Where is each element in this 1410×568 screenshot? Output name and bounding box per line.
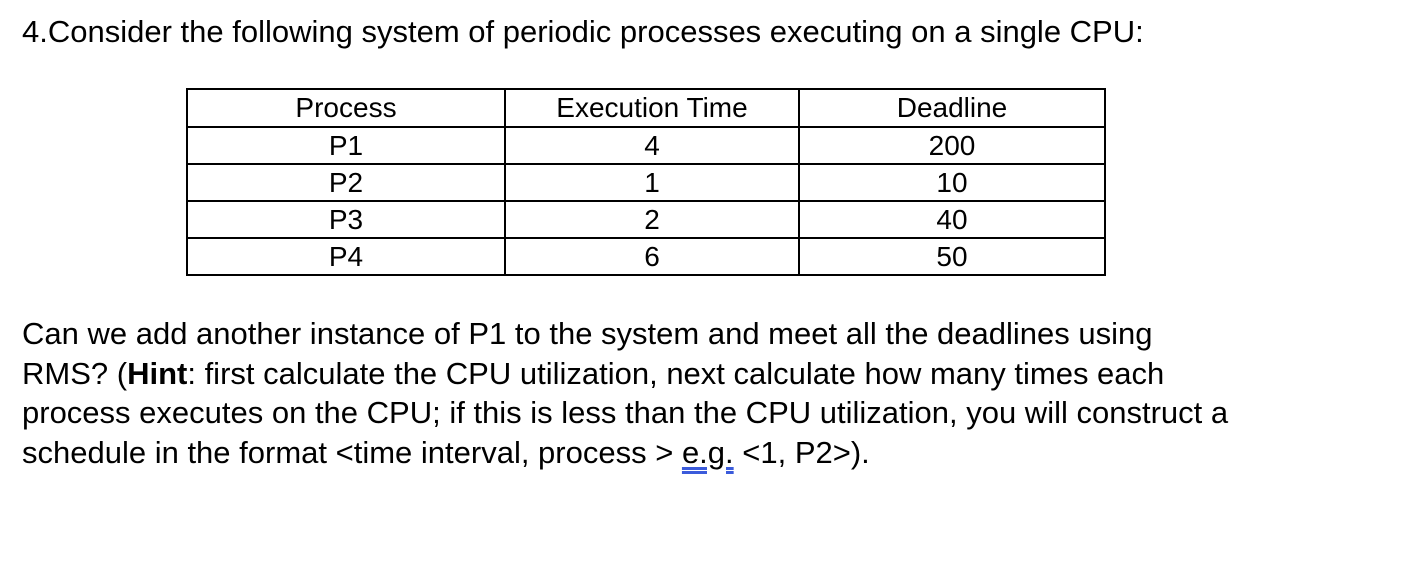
question-body xyxy=(22,314,1402,472)
table-header-row xyxy=(187,89,1105,127)
body-text: RMS? ( xyxy=(22,355,128,391)
header-execution-time: Execution Time xyxy=(505,89,799,127)
body-line xyxy=(22,354,1402,394)
body-text: <1, P2>). xyxy=(733,434,870,470)
cell-execution-time: 1 xyxy=(505,164,799,201)
cell-process: P4 xyxy=(187,238,505,275)
cell-deadline: 200 xyxy=(799,127,1105,164)
table-row xyxy=(187,127,1105,164)
eg-text: e.g. xyxy=(681,434,734,470)
cell-deadline: 40 xyxy=(799,201,1105,238)
body-line xyxy=(22,433,1402,473)
cell-process: P2 xyxy=(187,164,505,201)
cell-execution-time: 2 xyxy=(505,201,799,238)
table-row xyxy=(187,164,1105,201)
body-text: schedule in the format <time interval, process > xyxy=(22,434,682,470)
cell-process: P1 xyxy=(187,127,505,164)
body-line xyxy=(22,393,1402,433)
hint-label: Hint xyxy=(127,355,188,391)
body-text: process executes on the CPU; if this is less than the CPU utilization, you will construct a xyxy=(22,395,1229,430)
body-text: Can we add another instance of P1 to the system and meet all the deadlines using xyxy=(22,316,1153,351)
body-line xyxy=(22,314,1402,354)
table-row xyxy=(187,201,1105,238)
header-deadline: Deadline xyxy=(799,89,1105,127)
process-table xyxy=(186,88,1106,276)
cell-process: P3 xyxy=(187,201,505,238)
header-process: Process xyxy=(187,89,505,127)
cell-deadline: 10 xyxy=(799,164,1105,201)
question-title: 4.Consider the following system of periodic processes executing on a single CPU: xyxy=(22,14,1144,49)
cell-deadline: 50 xyxy=(799,238,1105,275)
table-row xyxy=(187,238,1105,275)
cell-execution-time: 4 xyxy=(505,127,799,164)
body-text: : first calculate the CPU utilization, next calculate how many times each xyxy=(187,355,1165,391)
cell-execution-time: 6 xyxy=(505,238,799,275)
